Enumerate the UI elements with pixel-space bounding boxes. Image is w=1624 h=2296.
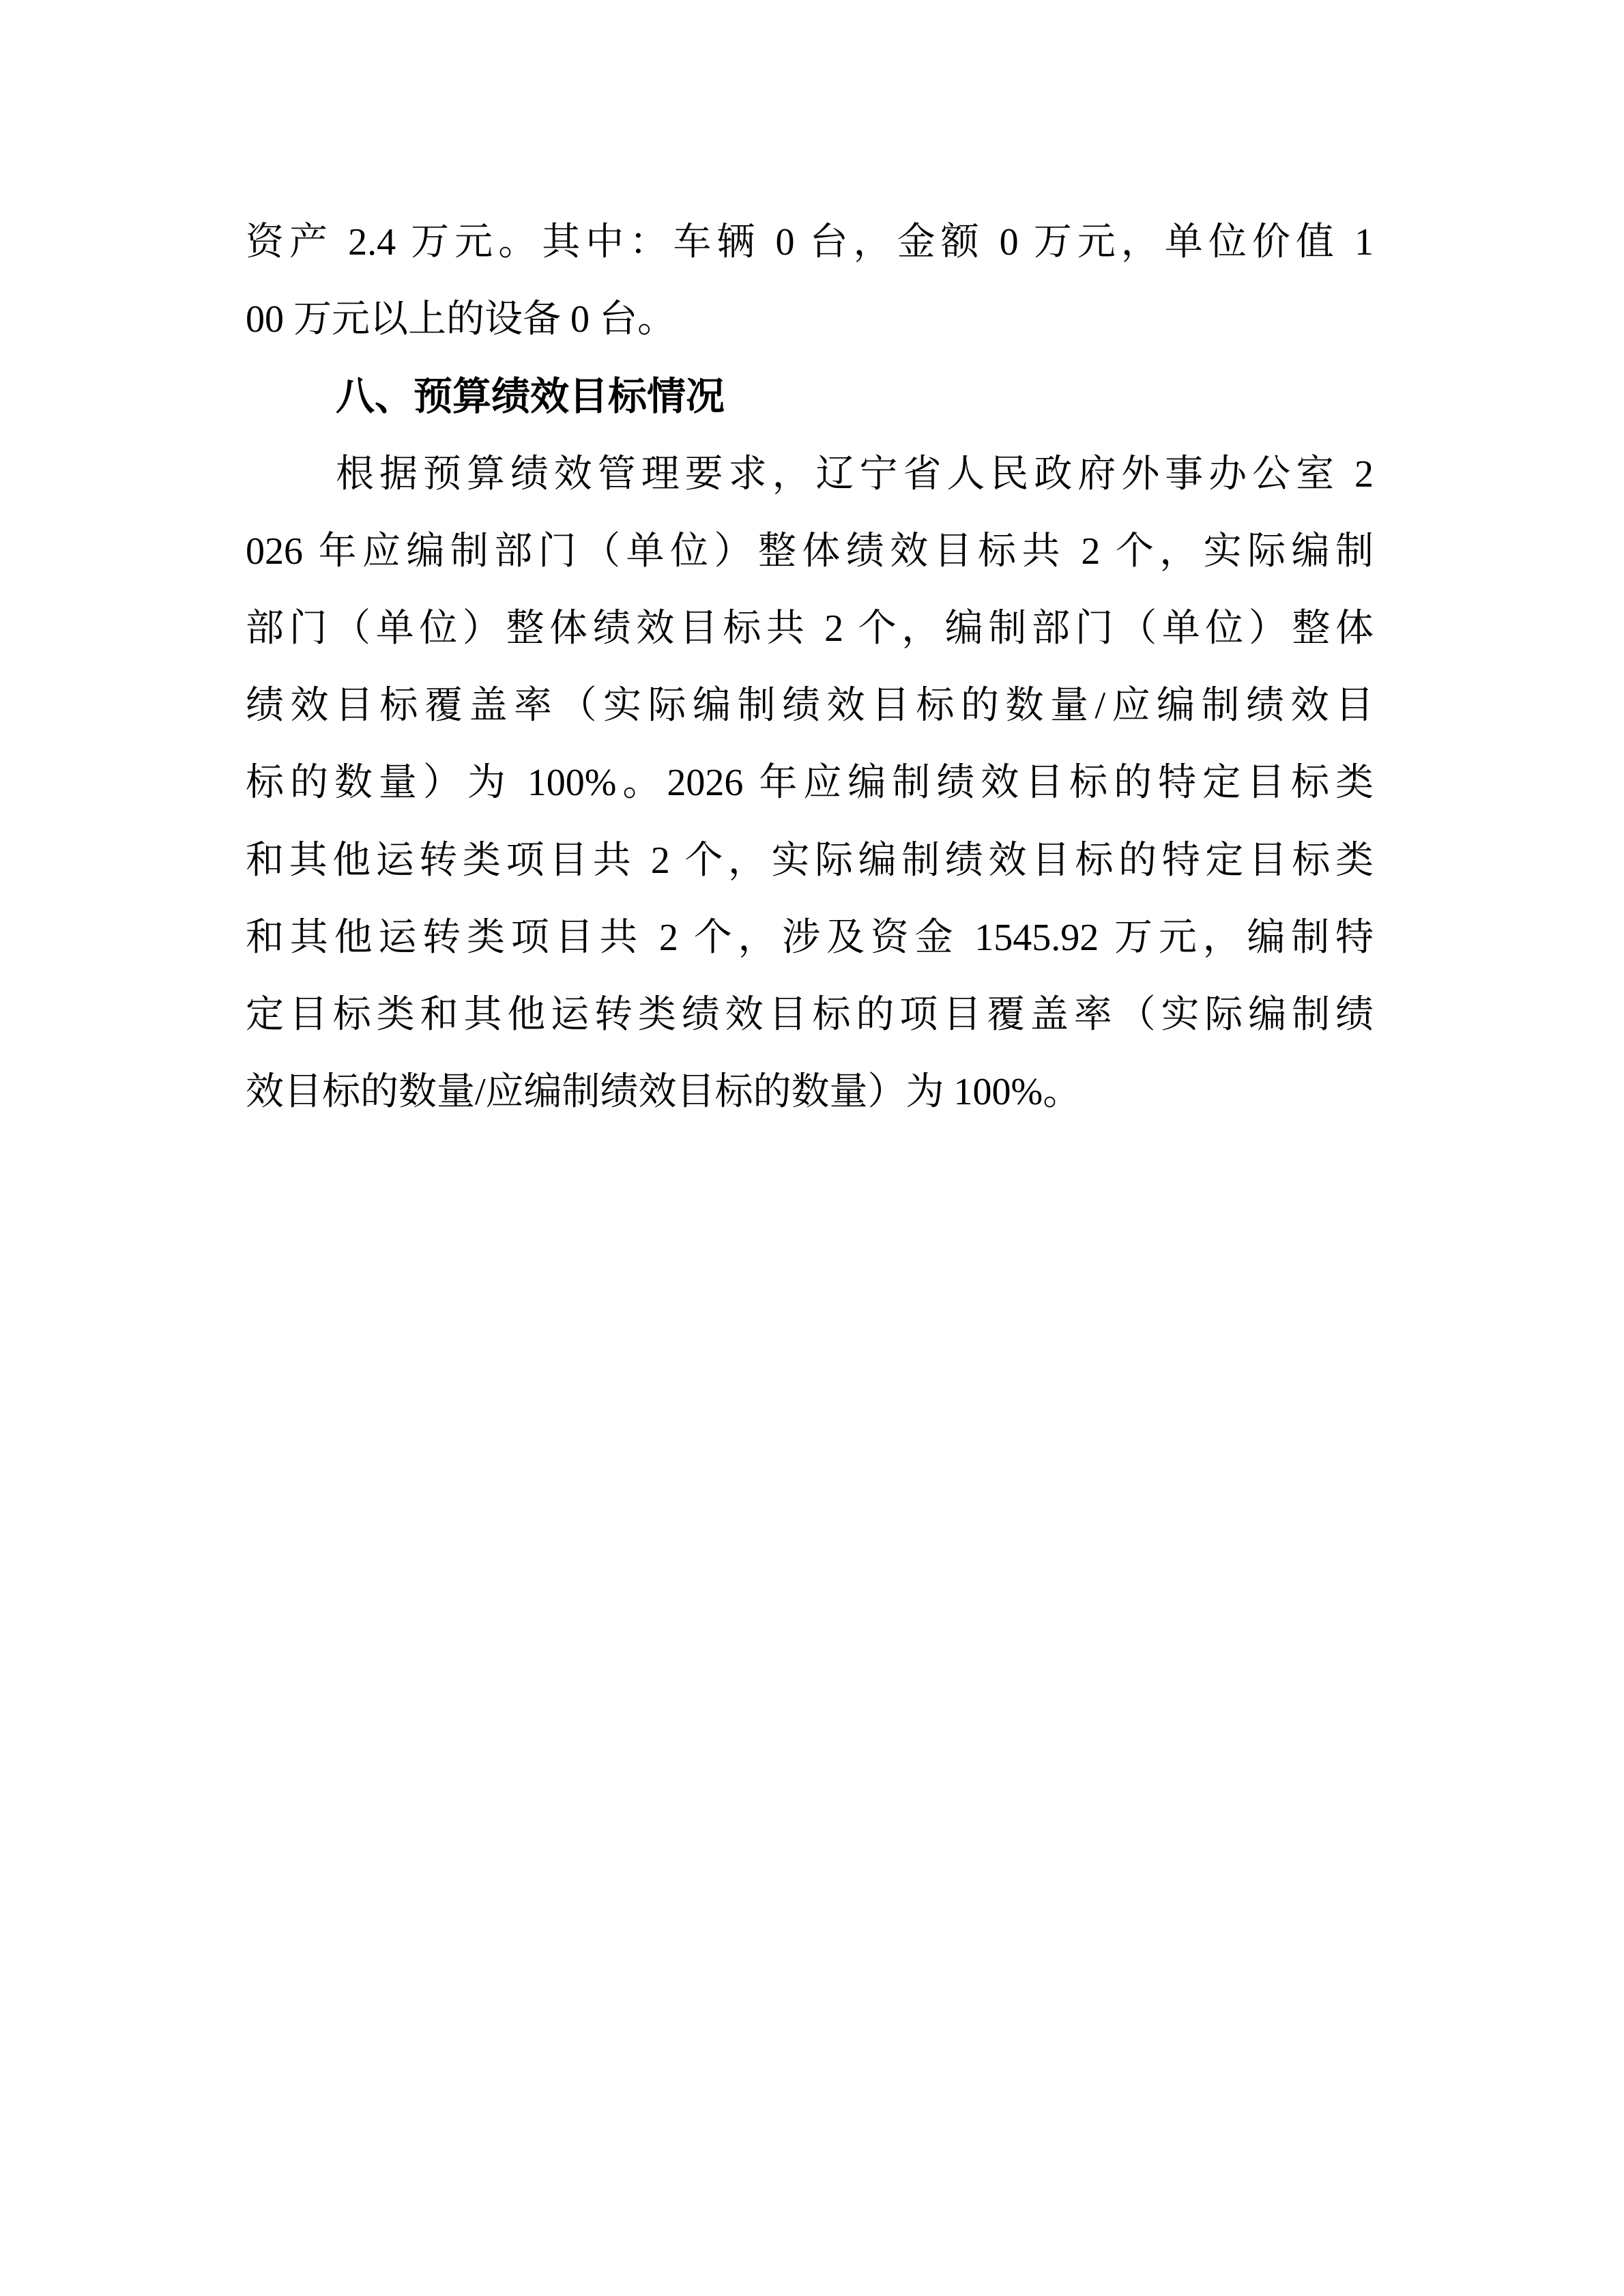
paragraph-line: 00 万元以上的设备 0 台。 [246, 298, 676, 341]
paragraph-line: 标的数量）为 100%。2026 年应编制绩效目标的特定目标类 [246, 762, 1374, 805]
paragraph-line: 绩效目标覆盖率（实际编制绩效目标的数量/应编制绩效目 [246, 685, 1374, 728]
paragraph-line: 效目标的数量/应编制绩效目标的数量）为 100%。 [246, 1071, 1082, 1114]
section-heading: 八、预算绩效目标情况 [336, 375, 725, 419]
paragraph-line: 和其他运转类项目共 2 个，实际编制绩效目标的特定目标类 [246, 839, 1374, 882]
text-block [246, 204, 1374, 1131]
paragraph-line: 资产 2.4 万元。其中：车辆 0 台，金额 0 万元，单位价值 1 [246, 221, 1374, 263]
paragraph-line: 026 年应编制部门（单位）整体绩效目标共 2 个，实际编制 [246, 530, 1374, 573]
paragraph-line: 根据预算绩效管理要求，辽宁省人民政府外事办公室 2 [336, 453, 1374, 496]
paragraph-line: 部门（单位）整体绩效目标共 2 个，编制部门（单位）整体 [246, 607, 1374, 650]
paragraph-line: 定目标类和其他运转类绩效目标的项目覆盖率（实际编制绩 [246, 993, 1374, 1036]
paragraph-line: 和其他运转类项目共 2 个，涉及资金 1545.92 万元，编制特 [246, 916, 1374, 959]
